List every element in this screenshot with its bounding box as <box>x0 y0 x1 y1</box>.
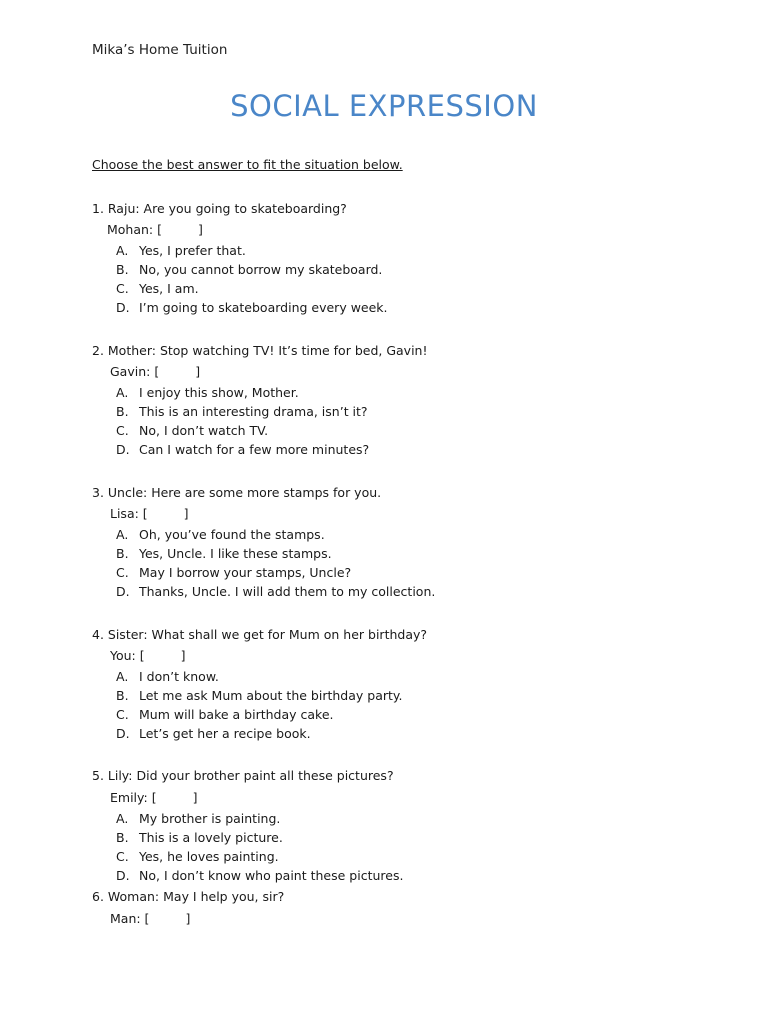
option-letter: C. <box>116 707 129 722</box>
option-text: Yes, Uncle. I like these stamps. <box>139 546 332 561</box>
answer-speaker: Man: [ <box>110 911 150 926</box>
question-prompt: 2. Mother: Stop watching TV! It’s time for bed, Gavin! <box>92 343 428 358</box>
option-letter: D. <box>116 726 130 741</box>
answer-bracket-close: ] <box>195 364 201 379</box>
page-title: SOCIAL EXPRESSION <box>230 89 538 123</box>
option-text: I enjoy this show, Mother. <box>139 385 299 400</box>
answer-speaker: Gavin: [ <box>110 364 160 379</box>
option-letter: D. <box>116 442 130 457</box>
answer-blank[interactable] <box>107 222 203 237</box>
option-text: This is a lovely picture. <box>139 830 283 845</box>
option-text: Can I watch for a few more minutes? <box>139 442 370 457</box>
option-text: I’m going to skateboarding every week. <box>139 300 388 315</box>
answer-blank[interactable] <box>110 506 189 521</box>
option-letter: B. <box>116 688 129 703</box>
option-letter: D. <box>116 868 130 883</box>
answer-bracket-close: ] <box>183 506 189 521</box>
option-letter: B. <box>116 262 129 277</box>
option-text: Yes, I prefer that. <box>139 243 246 258</box>
option-text: Let me ask Mum about the birthday party. <box>139 688 403 703</box>
option-text: May I borrow your stamps, Uncle? <box>139 565 352 580</box>
option-letter: C. <box>116 423 129 438</box>
option-text: Yes, I am. <box>139 281 199 296</box>
answer-speaker: You: [ <box>110 648 145 663</box>
answer-bracket-close: ] <box>185 911 191 926</box>
option-text: No, you cannot borrow my skateboard. <box>139 262 383 277</box>
option-text: This is an interesting drama, isn’t it? <box>139 404 368 419</box>
answer-blank[interactable] <box>110 364 200 379</box>
option-letter: D. <box>116 300 130 315</box>
option-letter: A. <box>116 669 129 684</box>
answer-bracket-close: ] <box>198 222 203 237</box>
option-text: I don’t know. <box>139 669 219 684</box>
option-letter: D. <box>116 584 130 599</box>
option-letter: B. <box>116 404 129 419</box>
answer-blank[interactable] <box>110 648 186 663</box>
option-text: Thanks, Uncle. I will add them to my collection. <box>139 584 436 599</box>
option-letter: B. <box>116 830 129 845</box>
option-text: Mum will bake a birthday cake. <box>139 707 334 722</box>
option-text: Oh, you’ve found the stamps. <box>139 527 325 542</box>
answer-speaker: Lisa: [ <box>110 506 148 521</box>
option-letter: A. <box>116 243 129 258</box>
option-text: No, I don’t know who paint these pictures. <box>139 868 404 883</box>
option-letter: C. <box>116 281 129 296</box>
option-letter: C. <box>116 565 129 580</box>
option-text: My brother is painting. <box>139 811 281 826</box>
question-prompt: 6. Woman: May I help you, sir? <box>92 889 285 904</box>
option-letter: A. <box>116 385 129 400</box>
answer-blank[interactable] <box>110 911 190 926</box>
option-letter: A. <box>116 811 129 826</box>
option-letter: C. <box>116 849 129 864</box>
answer-bracket-close: ] <box>180 648 186 663</box>
option-text: Let’s get her a recipe book. <box>139 726 311 741</box>
answer-blank[interactable] <box>110 790 197 805</box>
answer-bracket-close: ] <box>192 790 198 805</box>
option-letter: B. <box>116 546 129 561</box>
question-prompt: 1. Raju: Are you going to skateboarding? <box>92 201 347 216</box>
question-prompt: 5. Lily: Did your brother paint all these pictures? <box>92 768 394 783</box>
option-text: No, I don’t watch TV. <box>139 423 269 438</box>
option-text: Yes, he loves painting. <box>139 849 279 864</box>
instruction-text: Choose the best answer to fit the situation below. <box>92 157 403 172</box>
question-prompt: 4. Sister: What shall we get for Mum on her birthday? <box>92 627 428 642</box>
answer-speaker: Mohan: [ <box>107 222 162 237</box>
answer-speaker: Emily: [ <box>110 790 157 805</box>
header-org-name: Mika’s Home Tuition <box>92 42 228 58</box>
option-letter: A. <box>116 527 129 542</box>
question-prompt: 3. Uncle: Here are some more stamps for you. <box>92 485 382 500</box>
